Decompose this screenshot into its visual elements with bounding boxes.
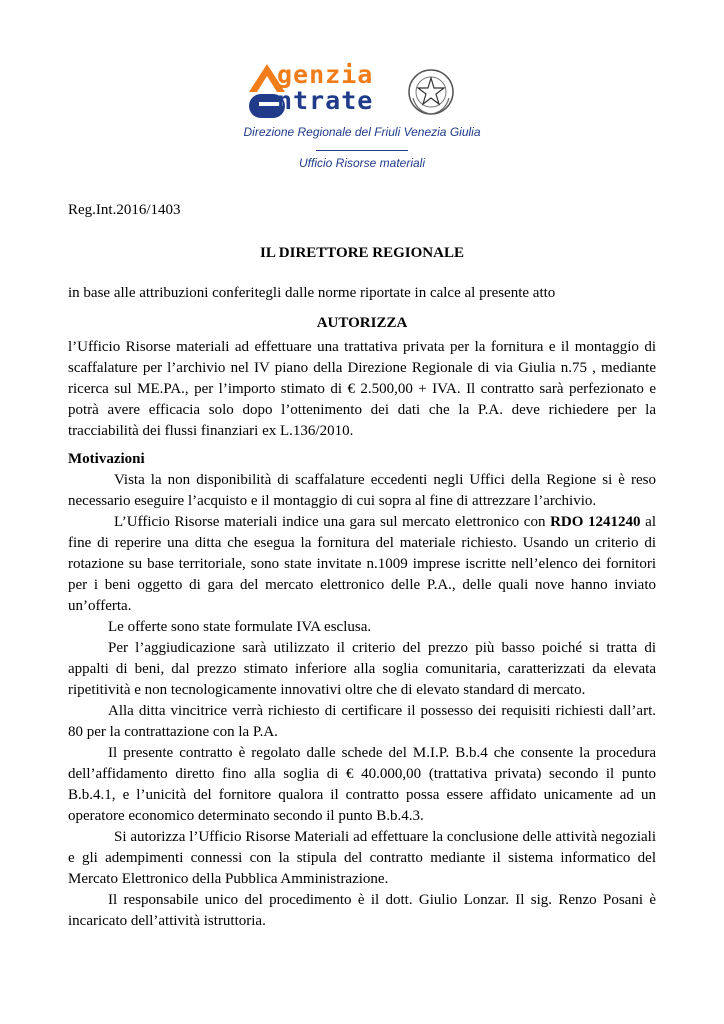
paragraph-1: Vista la non disponibilità di scaffalature eccedenti negli Uffici della Regione si è reso necessario eseguire l’acquisto e il montaggio di cui sopra al fine di attrezzare l’archivio.: [68, 472, 656, 509]
authorize-heading: AUTORIZZA: [316, 315, 408, 331]
paragraph-5: Alla ditta vincitrice verrà richiesto di certificare il possesso dei requisiti richiesti dall’art. 80 per la contrattazione con la P.A.: [68, 703, 656, 740]
department-name: Direzione Regionale del Friuli Venezia Giulia: [243, 125, 481, 139]
office-name: Ufficio Risorse materiali: [298, 156, 426, 170]
logo-text-top: genzia: [277, 60, 374, 89]
document-title: IL DIRETTORE REGIONALE: [260, 245, 464, 261]
agency-logo: [247, 60, 467, 120]
paragraph-2-end: al fine di reperire una ditta che esegua la fornitura del materiale richiesto. Usando un criterio di rotazione su base territoriale, sono state invitate n.1009 imprese iscritte nell’elenco dei fornitori per i beni oggetto di gara del mercato elettronico delle P.A., delle quali nove hanno inviato un’offerta.: [68, 514, 656, 614]
paragraph-6: Il presente contratto è regolato dalle schede del M.I.P. B.b.4 che consente la procedura dell’affidamento diretto fino alla soglia di € 40.000,00 (trattativa privata) secondo il punto B.b.4.1, e l’unicità del fornitore qualora il contratto possa essere affidato unicamente ad un operatore economico determinato secondo il punto B.b.4.3.: [68, 745, 656, 824]
logo-text-bottom: ntrate: [277, 86, 374, 115]
paragraph-4: Per l’aggiudicazione sarà utilizzato il criterio del prezzo più basso poiché si tratta di appalti di beni, dal prezzo stimato inferiore alla soglia comunitaria, caratterizzati da elevata ripetitività e non tecnologicamente innovativi oltre che di elevato standard di mercato.: [68, 640, 656, 698]
registration-number: Reg.Int.2016/1403: [68, 202, 181, 218]
paragraph-2: [68, 512, 656, 617]
letterhead: [0, 52, 724, 182]
authorize-text: l’Ufficio Risorse materiali ad effettuare una trattativa privata per la fornitura e il montaggio di scaffalature per l’archivio nel IV piano della Direzione Regionale di via Giulia n.75 , mediante ricerca sul ME.PA., per l’importo stimato di € 2.500,00 + IVA. Il contratto sarà perfezionato e potrà avere efficacia solo dopo l’ottenimento dei dati che la P.A. deve richiedere per la tracciabilità dei flussi finanziari ex L.136/2010.: [68, 339, 656, 439]
paragraph-2-start: L’Ufficio Risorse materiali indice una gara sul mercato elettronico con: [114, 514, 551, 530]
paragraph-8: Il responsabile unico del procedimento è il dott. Giulio Lonzar. Il sig. Renzo Posani è incaricato dell’attività istruttoria.: [68, 892, 656, 929]
document-body: [68, 200, 656, 932]
paragraph-3: Le offerte sono state formulate IVA esclusa.: [108, 619, 372, 635]
header-divider: [316, 150, 408, 151]
rdo-number: RDO 1241240: [550, 514, 641, 530]
motivations-heading: Motivazioni: [68, 451, 145, 467]
italian-republic-emblem-icon: [407, 66, 455, 118]
intro-text: in base alle attribuzioni conferitegli dalle norme riportate in calce al presente atto: [68, 285, 556, 301]
paragraph-7: Si autorizza l’Ufficio Risorse Materiali ad effettuare la conclusione delle attività negoziali e gli adempimenti connessi con la stipula del contratto mediante il sistema informatico del Mercato Elettronico della Pubblica Amministrazione.: [68, 829, 656, 887]
